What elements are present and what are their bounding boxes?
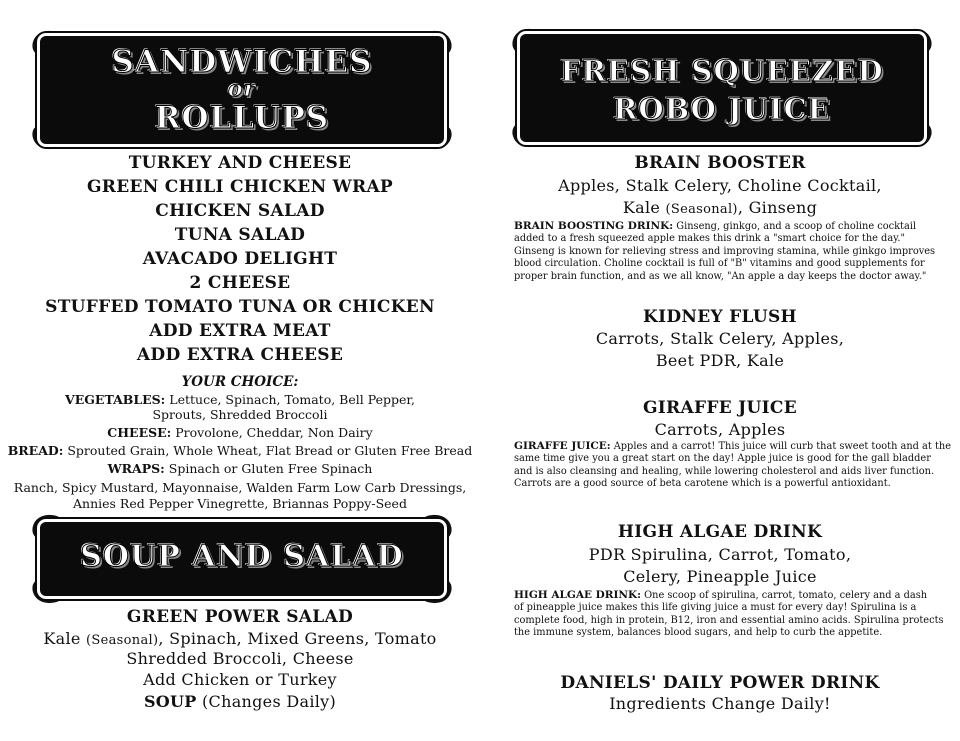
- daily-power-title: DANIELS' DAILY POWER DRINK: [560, 673, 880, 693]
- desc-line: Carrots are a good source of beta carotene which is a powerful antioxidant.: [514, 478, 891, 490]
- desc-line: complete food, high in protein, B12, iron and essential amino acids. Spirulina protects: [514, 614, 944, 626]
- green-power-salad-title: GREEN POWER SALAD: [126, 607, 354, 627]
- brain-booster-ingredients-1: Apples, Stalk Celery, Choline Cocktail,: [558, 176, 882, 195]
- kidney-flush-ingredients-1: Carrots, Stalk Celery, Apples,: [595, 329, 845, 348]
- desc-line: and is also cleansing and healing, while lowering cholesterol and aids liver function.: [514, 465, 935, 477]
- brain-booster-ingredients-2: [480, 196, 960, 222]
- vegetables-text: Lettuce, Spinach, Tomato, Bell Pepper,: [169, 392, 415, 407]
- salad-rest: , Spinach, Mixed Greens, Tomato: [158, 629, 437, 648]
- menu-item: TUNA SALAD: [174, 225, 306, 245]
- wraps-line: [0, 460, 480, 477]
- desc-line: blood circulation. Choline cocktail is full of "B" vitamins and good supplements for: [514, 258, 925, 270]
- bread-line: [0, 442, 480, 459]
- soup-line: [0, 690, 480, 714]
- banner-title-line2: or: [227, 76, 257, 102]
- salad-seasonal: (Seasonal): [86, 633, 159, 648]
- salad-kale: Kale: [43, 629, 87, 648]
- giraffe-juice-ingredients-1: Carrots, Apples: [654, 420, 786, 439]
- kidney-flush-ingredients-2: Beet PDR, Kale: [655, 351, 785, 370]
- cheese-text: Provolone, Cheddar, Non Dairy: [175, 425, 373, 440]
- desc-text: Apples and a carrot! This juice will curb that sweet tooth and at the: [610, 441, 951, 452]
- vegetables-label: VEGETABLES:: [65, 392, 166, 407]
- desc-line: of pineapple juice makes this life giving juice a must for every day! Spirulina is a: [514, 602, 917, 614]
- dressings-line-2: Annies Red Pepper Vinegrette, Briannas Poppy-Seed: [73, 496, 407, 511]
- vegetables-text-2: Sprouts, Shredded Broccoli: [152, 407, 328, 422]
- desc-line: proper brain function, and as we all know, "An apple a day keeps the doctor away.": [514, 270, 927, 282]
- cheese-label: CHEESE:: [107, 425, 172, 440]
- banner-title: SOUP AND SALAD: [80, 539, 404, 574]
- banner-title-line3: ROLLUPS: [154, 100, 330, 136]
- kidney-flush-title: KIDNEY FLUSH: [643, 307, 797, 327]
- desc-label: BRAIN BOOSTING DRINK:: [514, 220, 674, 232]
- giraffe-juice-description: [514, 440, 954, 491]
- banner-title-line2: ROBO JUICE: [613, 92, 831, 126]
- desc-label: HIGH ALGAE DRINK:: [514, 589, 642, 601]
- menu-item: 2 CHEESE: [189, 273, 291, 293]
- desc-line: added to a fresh squeezed apple makes this drink a "smart choice for the day.": [514, 233, 906, 245]
- menu-item: STUFFED TOMATO TUNA OR CHICKEN: [45, 297, 435, 317]
- soup-label: SOUP: [143, 692, 197, 711]
- desc-label: GIRAFFE JUICE:: [514, 440, 611, 452]
- cheese-line: [0, 424, 480, 441]
- menu-item: GREEN CHILI CHICKEN WRAP: [86, 177, 394, 197]
- wraps-label: WRAPS:: [107, 461, 165, 476]
- ingredient-kale: Kale: [622, 198, 666, 217]
- desc-text: Ginseng, ginkgo, and a scoop of choline cocktail: [673, 221, 917, 232]
- salad-line-2: Shredded Broccoli, Cheese: [126, 649, 354, 668]
- high-algae-ingredients-1: PDR Spirulina, Carrot, Tomato,: [588, 545, 852, 564]
- bread-label: BREAD:: [7, 443, 64, 458]
- dressings-line-1: Ranch, Spicy Mustard, Mayonnaise, Walden Farm Low Carb Dressings,: [13, 480, 467, 495]
- desc-line: [514, 589, 954, 602]
- menu-item: AVACADO DELIGHT: [142, 249, 338, 269]
- soup-salad-banner: [28, 512, 456, 606]
- daily-power-text: Ingredients Change Daily!: [609, 694, 831, 713]
- high-algae-ingredients-2: Celery, Pineapple Juice: [623, 567, 817, 586]
- ingredient-rest: , Ginseng: [737, 198, 818, 217]
- menu-item: CHICKEN SALAD: [155, 201, 325, 221]
- desc-line: Ginseng is known for relieving stress and improving stamina, while ginkgo improves: [514, 245, 936, 257]
- brain-booster-description: [514, 220, 954, 283]
- your-choice-heading: YOUR CHOICE:: [181, 374, 299, 390]
- ingredient-seasonal: (Seasonal): [665, 202, 738, 217]
- soup-text: (Changes Daily): [196, 692, 337, 711]
- high-algae-title: HIGH ALGAE DRINK: [617, 522, 823, 542]
- desc-line: [514, 440, 954, 453]
- high-algae-description: [514, 589, 954, 640]
- bread-text: Sprouted Grain, Whole Wheat, Flat Bread or Gluten Free Bread: [67, 443, 473, 458]
- menu-item: ADD EXTRA MEAT: [149, 321, 331, 341]
- juice-banner: [508, 26, 936, 150]
- brain-booster-title: BRAIN BOOSTER: [634, 153, 806, 173]
- giraffe-juice-title: GIRAFFE JUICE: [642, 398, 797, 418]
- desc-line: [514, 220, 954, 233]
- banner-title-line1: FRESH SQUEEZED: [560, 54, 884, 88]
- salad-line-3: Add Chicken or Turkey: [143, 670, 337, 689]
- desc-text: One scoop of spirulina, carrot, tomato, celery and a dash: [641, 590, 928, 601]
- wraps-text: Spinach or Gluten Free Spinach: [168, 461, 373, 476]
- desc-line: the immune system, balances blood sugars, and help to curb the appetite.: [514, 627, 883, 639]
- menu-item: TURKEY AND CHEESE: [128, 153, 352, 173]
- sandwiches-banner: [28, 28, 456, 152]
- menu-item: ADD EXTRA CHEESE: [136, 345, 344, 365]
- desc-line: same time give you a great start on the day! Apple juice is good for the gall bladder: [514, 453, 931, 465]
- banner-title-line1: SANDWICHES: [111, 44, 373, 80]
